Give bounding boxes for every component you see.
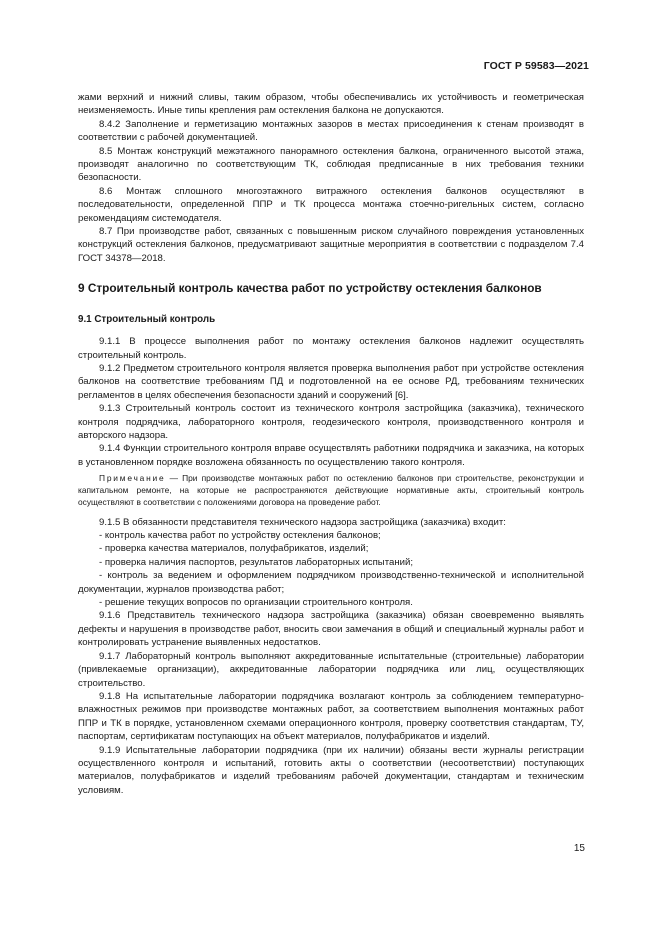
- note-label: Примечание: [99, 473, 166, 484]
- document-body: [78, 91, 584, 797]
- page-number: 15: [573, 843, 585, 854]
- paragraph-9-1-8: 9.1.8 На испытательные лаборатории подрядчика возлагают контроль за соблюдением температурно-влажностных режимов при производстве монтажных работ, за соответствием выполнения монтажных работ ППР и ТК в порядке, установленном схемами операционного контроля, проверку соответствия стандартам, ТУ, паспортам, сертификатам поступающих на объект материалов, полуфабрикатов и изделий.: [78, 690, 584, 743]
- paragraph-8-7: 8.7 При производстве работ, связанных с повышенным риском случайного повреждения установленных конструкций остекления балконов, предусматривают защитные мероприятия в соответствии с подразделом 7.4 ГОСТ 34378—2018.: [78, 226, 584, 264]
- paragraph-continuation: жами верхний и нижний сливы, таким образом, чтобы обеспечивались их устойчивость и геометрическая неизменяемость. Иные типы крепления рам остекления балкона не допускаются.: [78, 92, 584, 117]
- paragraph-9-1-5: 9.1.5 В обязанности представителя технического надзора застройщика (заказчика) входит:: [99, 516, 506, 528]
- paragraph-9-1-7: 9.1.7 Лабораторный контроль выполняют аккредитованные испытательные (строительные) лаборатории (привлекаемые организации), аккредитованные лаборатории подрядчика или лиц, осуществляющих строительство.: [78, 650, 584, 689]
- note: [78, 473, 584, 508]
- list-item: - проверка наличия паспортов, результатов лабораторных испытаний;: [99, 556, 414, 568]
- list-item: - контроль качества работ по устройству остекления балконов;: [99, 530, 381, 542]
- paragraph-9-1-1: 9.1.1 В процессе выполнения работ по монтажу остекления балконов надлежит осуществлять строительный контроль.: [78, 336, 584, 361]
- paragraph-8-4-2: 8.4.2 Заполнение и герметизацию монтажных зазоров в местах присоединения к стенам производят в соответствии с рабочей документацией.: [78, 118, 584, 144]
- paragraph-9-1-9: 9.1.9 Испытательные лаборатории подрядчика (при их наличии) обязаны вести журналы регистрации осуществленного контроля и испытаний, готовить акты о соответствии (несоответствии) поступающих материалов, полуфабрикатов и изделий требованиям рабочей документации, стандартам и техническим условиям.: [78, 744, 584, 796]
- duties-list: [78, 529, 584, 609]
- paragraph-8-6: 8.6 Монтаж сплошного многоэтажного витражного остекления балконов осуществляют в последовательности, определенной ППР и ТК процесса монтажа стоечно-ригельных систем, согласно рекомендациям системодателя.: [78, 185, 584, 224]
- list-item: - решение текущих вопросов по организации строительного контроля.: [99, 597, 413, 609]
- paragraph-9-1-4: 9.1.4 Функции строительного контроля вправе осуществлять работники подрядчика и заказчика, на которых в установленном порядке возложена обязанность по осуществлению такого контроля.: [78, 443, 584, 468]
- paragraph-8-5: 8.5 Монтаж конструкций межэтажного панорамного остекления балкона, ограниченного высотой этажа, производят аналогично по соответствующим ТК, соблюдая предписанные в них требования техники безопасности.: [78, 145, 584, 184]
- paragraph-9-1-2: 9.1.2 Предметом строительного контроля является проверка выполнения работ при устройстве остекления балконов на соответствие требованиям ПД и подготовленной на ее основе РД, требованиям технических регламентов в целях обеспечения безопасности зданий и сооружений [6].: [78, 363, 584, 401]
- note-text: — При производстве монтажных работ по остеклению балконов при строительстве, реконструкции и капитальном ремонте, на которые не распространяются действующие нормативные акты, строительный контроль осуществляют в соответствии с положениями договора на проведение работ.: [78, 473, 584, 507]
- paragraph-9-1-3: 9.1.3 Строительный контроль состоит из технического контроля застройщика (заказчика), технического контроля подрядчика, лабораторного контроля, геодезического контроля, производственного контроля и авторского надзора.: [78, 403, 584, 442]
- list-item: - контроль за ведением и оформлением подрядчиком производственно-технической и исполнительной документации, журналов производства работ;: [78, 570, 584, 595]
- list-item: - проверка качества материалов, полуфабрикатов, изделий;: [99, 543, 369, 555]
- subsection-9-1-heading: 9.1 Строительный контроль: [78, 313, 216, 325]
- paragraph-9-1-6: 9.1.6 Представитель технического надзора застройщика (заказчика) обязан своевременно выявлять дефекты и нарушения в производстве работ, вносить свои замечания в общий и специальный журналы работ и контролировать устранение выявленных недостатков.: [78, 610, 584, 649]
- section-9-heading: 9 Строительный контроль качества работ по устройству остекления балконов: [78, 281, 542, 296]
- standard-code: ГОСТ Р 59583—2021: [483, 60, 589, 72]
